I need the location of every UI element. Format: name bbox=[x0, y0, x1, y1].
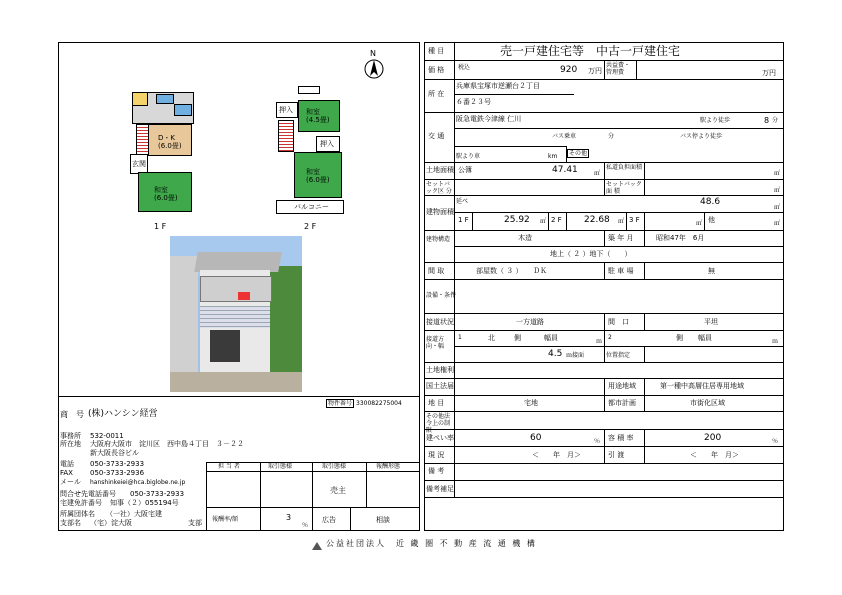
license: 知事（２）055194号 bbox=[110, 499, 179, 507]
building-photo bbox=[170, 236, 302, 392]
price-extra-label: 共益費・管理費 bbox=[606, 62, 631, 76]
room-wa6b-label: 和室 (6.0畳) bbox=[306, 168, 330, 184]
room-dk-label: D・K (6.0畳) bbox=[158, 134, 182, 150]
bus-label: バス乗車 bbox=[552, 133, 577, 140]
footer-text: 公益社団法人 近 畿 圏 不 動 産 流 通 機 構 bbox=[326, 539, 537, 548]
contact-width: 4.5 bbox=[548, 349, 563, 359]
f1-value: 25.92 bbox=[504, 215, 530, 225]
road-value: 一方道路 bbox=[516, 318, 544, 326]
f1-label: 1 F bbox=[458, 216, 469, 224]
remarks2-label: 備考補足 bbox=[426, 485, 454, 493]
setback-label: セットバック区 分 bbox=[426, 181, 452, 195]
parking-label: 駐 車 場 bbox=[608, 267, 634, 275]
current-date: ＜ 年 月＞ bbox=[532, 451, 581, 459]
company-address1: 大阪府大阪市 淀川区 西中島４丁目 ３－２２ bbox=[90, 440, 244, 448]
agent-h4: 報酬形態 bbox=[376, 463, 401, 470]
transport-label: 交 通 bbox=[428, 132, 445, 140]
category-value: 宅地 bbox=[524, 399, 538, 407]
inquiry-label: 問合せ先電話番号 bbox=[60, 490, 116, 498]
entrance-label: 玄関 bbox=[132, 160, 146, 168]
walk-unit: 分 bbox=[772, 117, 779, 124]
north-arrow-icon bbox=[362, 48, 386, 82]
land-area-unit: ㎡ bbox=[594, 170, 601, 177]
room-wa6-label: 和室 (6.0畳) bbox=[154, 186, 178, 202]
structure-label: 建物構造 bbox=[426, 236, 451, 243]
f3-label: 3 F bbox=[629, 216, 640, 224]
address2: ６番２３号 bbox=[456, 98, 491, 106]
assoc: （一社）大阪宅建 bbox=[106, 510, 162, 518]
trade-label: 商 号 bbox=[60, 410, 84, 419]
branch: （宅）淀大阪 bbox=[90, 519, 132, 527]
road-row1-dir: 北 bbox=[488, 334, 495, 342]
walk-min: 8 bbox=[764, 116, 770, 125]
f2-label: 2 F bbox=[551, 216, 562, 224]
mail-label: メール bbox=[60, 478, 81, 486]
branch-suffix: 支部 bbox=[188, 519, 202, 527]
road-row1-side: 側 bbox=[514, 334, 521, 342]
storage-label-2: 押入 bbox=[320, 140, 334, 148]
zoning-label: 用途地域 bbox=[608, 382, 636, 390]
fax: 050-3733-2936 bbox=[90, 469, 145, 477]
coverage-value: 60 bbox=[530, 433, 542, 443]
floorplan-1f-label: 1 F bbox=[154, 222, 167, 231]
storage-label-1: 押入 bbox=[279, 106, 293, 114]
setback-area-unit: ㎡ bbox=[774, 187, 781, 194]
transport-other: その他 bbox=[569, 150, 588, 157]
coverage-label: 建ぺい率 bbox=[426, 434, 454, 442]
contact-text: ｍ接面 bbox=[566, 352, 585, 359]
other-floor-unit: ㎡ bbox=[774, 220, 781, 227]
branch-label: 支部名 bbox=[60, 519, 81, 527]
floorplan-1f bbox=[128, 90, 198, 218]
f2-value: 22.68 bbox=[584, 215, 610, 225]
agent-h1: 担 当 者 bbox=[218, 463, 240, 470]
location-label: 所 在 bbox=[428, 90, 445, 98]
far-label: 容 積 率 bbox=[608, 434, 634, 442]
fax-label: FAX bbox=[60, 469, 73, 477]
floorplan-2f-label: 2 F bbox=[304, 222, 317, 231]
building-area-label: 建物面積 bbox=[426, 208, 454, 216]
layout-value: 部屋数（ ３ ） ＤＫ bbox=[476, 267, 547, 275]
svg-text:N: N bbox=[370, 49, 376, 58]
road-direction-label: 接道方向・幅 bbox=[426, 336, 445, 350]
road-row2-side: 側 bbox=[676, 334, 683, 342]
price-tax: 税込 bbox=[458, 64, 471, 71]
handover-date: ＜ 年 月＞ bbox=[690, 451, 739, 459]
floorplan-2f bbox=[276, 86, 348, 218]
floors-value: 地上（ ２ ）地下（ ） bbox=[550, 250, 632, 258]
fee-label: 報酬率/額 bbox=[212, 516, 239, 523]
tel-label: 電話 bbox=[60, 460, 74, 468]
trade-name: (株)ハンシン経営 bbox=[88, 409, 158, 419]
from-station-label: 駅より車 bbox=[456, 153, 481, 160]
agent-h2: 取引態様 bbox=[268, 463, 293, 470]
property-no-label: 物件番号 bbox=[328, 400, 353, 407]
fee-unit: ％ bbox=[302, 522, 309, 529]
frontage-label: 間 口 bbox=[608, 318, 629, 326]
building-total-label: 延べ bbox=[456, 198, 469, 205]
inquiry: 050-3733-2933 bbox=[130, 490, 185, 498]
left-divider bbox=[58, 396, 420, 397]
bus-unit: 分 bbox=[608, 133, 615, 140]
frontage-value: 平坦 bbox=[704, 318, 718, 326]
coverage-pct: ％ bbox=[594, 438, 601, 445]
road-row2-m: ｍ bbox=[772, 338, 779, 345]
land-rights-label: 土地権利 bbox=[426, 366, 454, 374]
road-row2-no: 2 bbox=[608, 334, 612, 341]
other-restrict-label: その他法令上の制限 bbox=[426, 413, 451, 434]
structure-value: 木造 bbox=[518, 234, 532, 242]
built-value: 昭和47年 6月 bbox=[656, 234, 705, 242]
building-total-unit: ㎡ bbox=[774, 204, 781, 211]
parking-value: 無 bbox=[708, 267, 715, 275]
license-label: 宅建免許番号 bbox=[60, 499, 102, 507]
price-unit: 万円 bbox=[588, 67, 602, 75]
land-area-label: 土地面積 bbox=[426, 166, 454, 174]
address1: 兵庫県宝塚市逆瀬台２丁目 bbox=[456, 82, 540, 90]
building-total-value: 48.6 bbox=[700, 197, 721, 207]
layout-label: 間 取 bbox=[428, 267, 445, 275]
price-extra-unit: 万円 bbox=[762, 69, 776, 77]
equipment-label: 設備・条件 bbox=[426, 292, 457, 299]
veranda-label: バルコニー bbox=[294, 203, 329, 211]
road-row2-width-label: 幅員 bbox=[698, 334, 712, 342]
land-area-type: 公簿 bbox=[458, 166, 472, 174]
category-label: 地 目 bbox=[428, 399, 445, 407]
type-label: 種 目 bbox=[428, 47, 445, 55]
property-no: 330082275004 bbox=[356, 400, 402, 407]
walk-label: 駅より徒歩 bbox=[700, 117, 731, 124]
agent-h3: 取引態様 bbox=[322, 463, 347, 470]
road-label: 接道状況 bbox=[426, 318, 454, 326]
address-label: 所在地 bbox=[60, 440, 81, 448]
transport-line: 阪急電鉄今津線 仁川 bbox=[456, 115, 522, 123]
mail: hanshinkeiei@hca.biglobe.ne.jp bbox=[90, 479, 186, 486]
company-address2: 新大阪長谷ビル bbox=[90, 449, 139, 457]
far-value: 200 bbox=[704, 433, 722, 443]
private-road-label: 私道負担面積 bbox=[606, 164, 643, 171]
f2-unit: ㎡ bbox=[618, 218, 625, 225]
zoning-value: 第一種中高層住居専用地域 bbox=[660, 382, 744, 390]
f3-unit: ㎡ bbox=[696, 220, 703, 227]
designation: 位置指定 bbox=[606, 352, 631, 359]
built-label: 築 年 月 bbox=[608, 234, 634, 242]
ad-value: 相談 bbox=[376, 516, 390, 524]
type-value: 売一戸建住宅等 中古一戸建住宅 bbox=[500, 44, 681, 58]
road-row1-m: ｍ bbox=[596, 338, 603, 345]
office-label: 事務所 bbox=[60, 432, 81, 440]
land-area-value: 47.41 bbox=[552, 165, 578, 175]
f1-unit: ㎡ bbox=[540, 218, 547, 225]
km-unit: km bbox=[548, 153, 558, 160]
private-road-unit: ㎡ bbox=[774, 170, 781, 177]
setback-area-label: セットバック面 積 bbox=[606, 181, 642, 195]
far-pct: ％ bbox=[772, 438, 779, 445]
room-wa45-label: 和室 (4.5畳) bbox=[306, 108, 330, 124]
fee-value: 3 bbox=[286, 513, 292, 522]
ad-label: 広告 bbox=[322, 516, 336, 524]
remarks-label: 備 考 bbox=[428, 467, 445, 475]
current-label: 現 況 bbox=[428, 451, 445, 459]
city-plan-label: 都市計画 bbox=[608, 399, 636, 407]
price-value: 920 bbox=[560, 65, 578, 75]
postal: 532-0011 bbox=[90, 432, 124, 440]
tel: 050-3733-2933 bbox=[90, 460, 145, 468]
mode-value: 売主 bbox=[330, 486, 346, 495]
other-floor-label: 他 bbox=[708, 216, 715, 224]
org-logo-icon bbox=[312, 537, 322, 547]
road-row1-no: 1 bbox=[458, 334, 462, 341]
law-label: 国土法届 bbox=[426, 382, 454, 390]
road-row1-width-label: 幅員 bbox=[544, 334, 558, 342]
city-plan-value: 市街化区域 bbox=[690, 399, 725, 407]
handover-label: 引 渡 bbox=[608, 451, 625, 459]
assoc-label: 所属団体名 bbox=[60, 510, 95, 518]
price-label: 価 格 bbox=[428, 66, 445, 74]
bus-walk-label: バス停より徒歩 bbox=[680, 133, 723, 140]
